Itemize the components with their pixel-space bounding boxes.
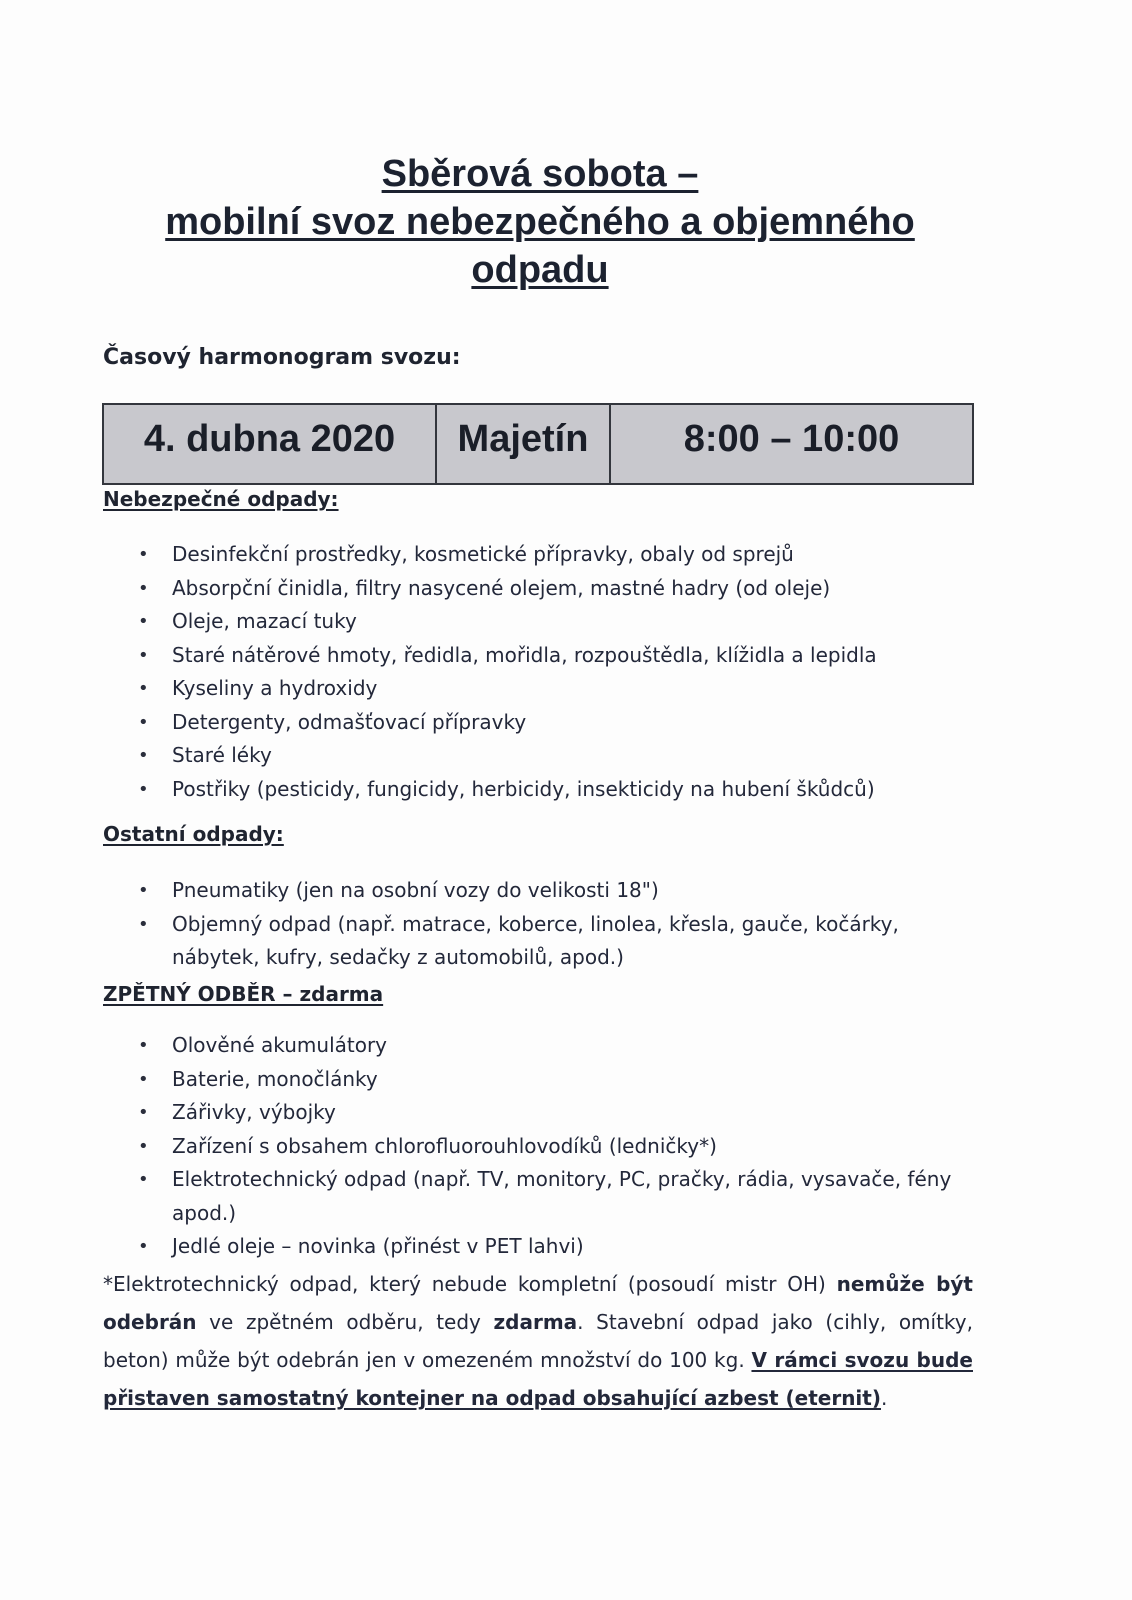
title-line-3: odpadu	[471, 249, 609, 291]
schedule-table	[102, 403, 974, 485]
note-text-2: ve zpětném odběru, tedy	[196, 1310, 494, 1334]
note-text-3: . Stavební odpad jako (cihly, omítky, beton) může být odebrán jen v omezeném množství do 100 kg.	[103, 1310, 973, 1372]
list-item: • Baterie, monočlánky	[130, 1063, 970, 1097]
takeback-heading: ZPĚTNÝ ODBĚR – zdarma	[103, 982, 384, 1006]
schedule-place: Majetín	[436, 404, 610, 484]
list-item: • Objemný odpad (např. matrace, koberce, linolea, křesla, gauče, kočárky, nábytek, kufry, sedačky z automobilů, apod.)	[130, 908, 970, 975]
note-underlined: V rámci svozu bude přistaven samostatný kontejner na odpad obsahující azbest (eternit)	[103, 1348, 973, 1410]
list-item: • Desinfekční prostředky, kosmetické přípravky, obaly od sprejů	[130, 538, 970, 572]
other-list	[130, 874, 970, 975]
footnote-paragraph	[103, 1265, 973, 1417]
list-item: • Olověné akumulátory	[130, 1029, 970, 1063]
list-item: • Zářivky, výbojky	[130, 1096, 970, 1130]
hazardous-list	[130, 538, 970, 806]
list-item: • Elektrotechnický odpad (např. TV, monitory, PC, pračky, rádia, vysavače, fény apod.)	[130, 1163, 970, 1230]
list-item: • Staré léky	[130, 739, 970, 773]
note-bold-2: zdarma	[493, 1310, 578, 1334]
schedule-date: 4. dubna 2020	[103, 404, 436, 484]
title-line-2: mobilní svoz nebezpečného a objemného	[165, 201, 915, 243]
document-title	[0, 150, 1080, 294]
hazardous-heading: Nebezpečné odpady:	[103, 487, 339, 511]
list-item: • Absorpční činidla, filtry nasycené olejem, mastné hadry (od oleje)	[130, 572, 970, 606]
list-item: • Kyseliny a hydroxidy	[130, 672, 970, 706]
schedule-row	[103, 404, 973, 484]
schedule-heading: Časový harmonogram svozu:	[103, 345, 461, 370]
list-item: • Postřiky (pesticidy, fungicidy, herbicidy, insekticidy na hubení škůdců)	[130, 773, 970, 807]
list-item: • Detergenty, odmašťovací přípravky	[130, 706, 970, 740]
note-bold-1: nemůže být odebrán	[103, 1272, 973, 1334]
list-item: • Zařízení s obsahem chlorofluorouhlovodíků (ledničky*)	[130, 1130, 970, 1164]
title-line-1: Sběrová sobota –	[381, 153, 699, 195]
list-item: • Jedlé oleje – novinka (přinést v PET lahvi)	[130, 1230, 970, 1264]
schedule-time: 8:00 – 10:00	[610, 404, 973, 484]
list-item: • Staré nátěrové hmoty, ředidla, mořidla, rozpouštědla, klížidla a lepidla	[130, 639, 970, 673]
other-heading: Ostatní odpady:	[103, 822, 284, 846]
note-end: .	[881, 1386, 888, 1410]
list-item: • Pneumatiky (jen na osobní vozy do velikosti 18")	[130, 874, 970, 908]
takeback-list	[130, 1029, 970, 1264]
note-text-1: *Elektrotechnický odpad, který nebude kompletní (posoudí mistr OH)	[103, 1272, 837, 1296]
list-item: • Oleje, mazací tuky	[130, 605, 970, 639]
